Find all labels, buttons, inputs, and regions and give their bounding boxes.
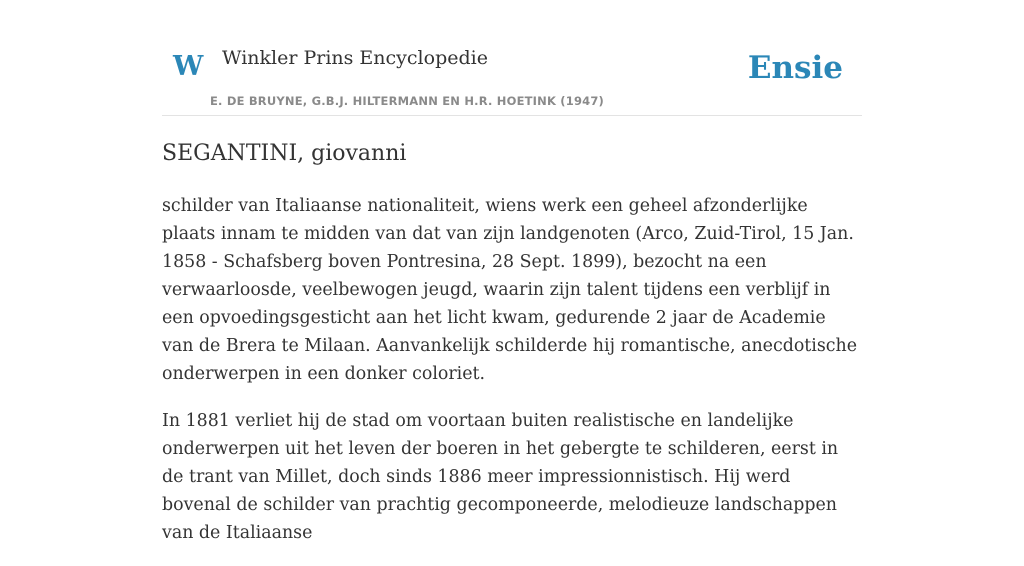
source-authors: E. DE BRUYNE, G.B.J. HILTERMANN EN H.R. HOETINK (1947) bbox=[210, 94, 605, 108]
article-body bbox=[162, 192, 862, 566]
source-title[interactable]: Winkler Prins Encyclopedie bbox=[222, 47, 488, 69]
article-paragraph: In 1881 verliet hij de stad om voortaan buiten realistische en landelijke onderwerpen uit het leven der boeren in het gebergte te schilderen, eerst in de trant van Millet, doch sinds 1886 meer impressionnistisch. Hij werd bovenal de schilder van prachtig gecomponeerde, melodieuze landschappen van de Italiaanse bbox=[162, 411, 839, 543]
article-title: SEGANTINI, giovanni bbox=[162, 141, 407, 166]
ensie-brand-link[interactable]: Ensie bbox=[747, 50, 843, 86]
article-paragraph: schilder van Italiaanse nationaliteit, wiens werk een geheel afzonderlijke plaats innam te midden van dat van zijn landgenoten (Arco, Zuid-Tirol, 15 Jan. 1858 - Schafsberg boven Pontresina, 28 Sept. 1899), bezocht na een verwaarloosde, veelbewogen jeugd, waarin zijn talent tijdens een verblijf in een opvoedingsgesticht aan het licht kwam, gedurende 2 jaar de Academie van de Brera te Milaan. Aanvankelijk schilderde hij romantische, anecdotische onderwerpen in een donker coloriet. bbox=[162, 196, 858, 384]
site-header bbox=[162, 36, 862, 116]
w-logo-icon: W bbox=[173, 51, 204, 82]
